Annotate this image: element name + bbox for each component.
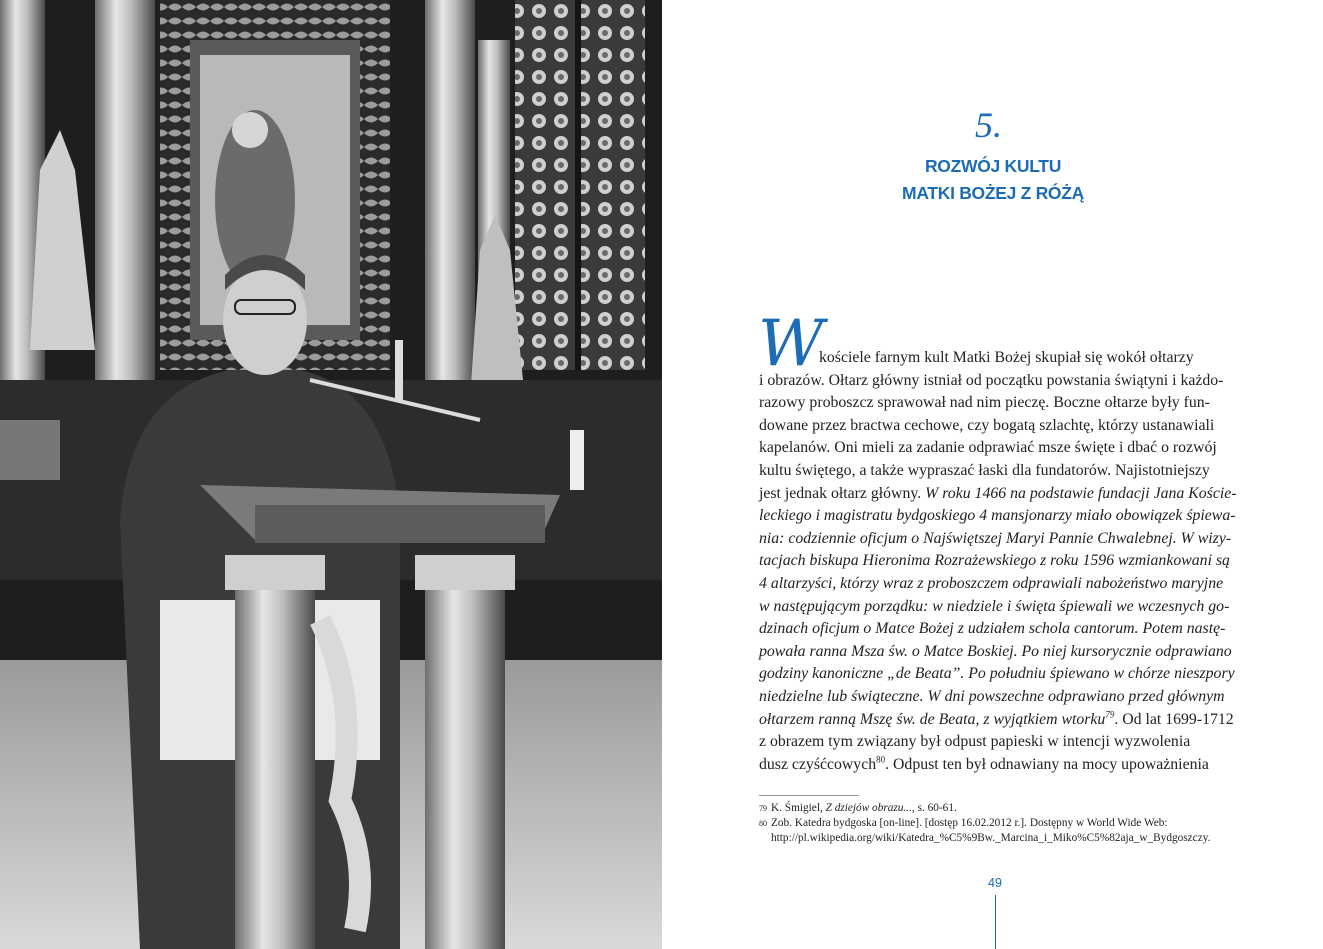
body-line: i obrazów. Ołtarz główny istniał od początku powstania świątyni i każdo- xyxy=(759,371,1224,389)
body-line: dzinach oficjum o Matce Bożej z udziałem schola cantorum. Potem nastę- xyxy=(759,620,1226,638)
body-line: niedzielne lub świąteczne. W dni powszechne odprawiano przed głównym xyxy=(759,687,1225,705)
footnote-number: 79 xyxy=(759,804,767,813)
body-line: kapelanów. Oni mieli za zadanie odprawiać msze święte i dbać o rozwój xyxy=(759,439,1217,457)
drop-cap: W xyxy=(758,307,824,381)
body-line: z obrazem tym związany był odpust papieski w intencji wyzwolenia xyxy=(759,733,1191,751)
footnote: 79 K. Śmigiel, Z dziejów obrazu..., s. 60-61. xyxy=(759,802,957,814)
page-number: 49 xyxy=(988,876,1002,890)
body-line: godziny kanoniczne „de Beata”. Po południu śpiewano w chórze nieszpory xyxy=(759,665,1235,683)
body-line: jest jednak ołtarz główny. W roku 1466 na podstawie fundacji Jana Koście- xyxy=(759,484,1237,502)
footnote: 80 Zob. Katedra bydgoska [on-line]. [dostęp 16.02.2012 r.]. Dostępny w World Wide Web: http://pl.wikipedia.org/wiki/Katedra_%C5%9Bw._Marcina_i_Miko%C5%82aja_w_Bydgoszczy. xyxy=(759,817,1211,844)
footnote-ref: 79 xyxy=(1105,709,1115,720)
body-line: leckiego i magistratu bydgoskiego 4 mansjonarzy miało obowiązek śpiewa- xyxy=(759,507,1236,525)
chapter-title xyxy=(862,153,1124,207)
body-line: tacjach biskupa Hieronima Rozrażewskiego z roku 1596 wzmiankowani są xyxy=(759,552,1230,570)
text-page xyxy=(662,0,1323,949)
footnote-rule xyxy=(759,795,859,796)
body-line: dusz czyśćcowych$^{80}$. Odpust ten był odnawiany na mocy upoważnienia xyxy=(759,754,1209,773)
chapter-title-line2: MATKI BOŻEJ Z RÓŻĄ xyxy=(902,183,1084,203)
body-line: nia: codziennie oficjum o Najświętszej Maryi Pannie Chwalebnej. W wizy- xyxy=(759,529,1232,547)
chapter-number: 5. xyxy=(975,105,1002,145)
chapter-title-line1: ROZWÓJ KULTU xyxy=(924,156,1062,176)
footnote-number: 80 xyxy=(759,819,767,828)
body-line: powała ranna Msza św. o Matce Boskiej. Po niej kursorycznie odprawiano xyxy=(759,642,1232,660)
page-number-rule xyxy=(995,895,996,949)
footnote-ref: 80 xyxy=(876,754,886,765)
body-line: w następującym porządku: w niedziele i święta śpiewali we wczesnych go- xyxy=(759,597,1230,615)
body-text xyxy=(759,347,1237,776)
body-line: kościele farnym kult Matki Bożej skupiał się wokół ołtarzy xyxy=(819,349,1194,366)
body-line: 4 altarzyści, którzy wraz z proboszczem odprawiali nabożeństwo maryjne xyxy=(759,574,1224,592)
body-line: kultu świętego, a także wypraszać łaski dla fundatorów. Najistotniejszy xyxy=(759,461,1210,479)
body-line: dowane przez bractwa cechowe, czy bogatą szlachtę, którzy ustanawiali xyxy=(759,416,1215,434)
body-line: razowy proboszcz sprawował nad nim pieczę. Boczne ołtarze były fun- xyxy=(759,394,1210,412)
body-line: ołtarzem ranną Mszę św. de Beata, z wyjątkiem wtorku$^{79}$. Od lat 1699-1712 xyxy=(759,709,1234,728)
